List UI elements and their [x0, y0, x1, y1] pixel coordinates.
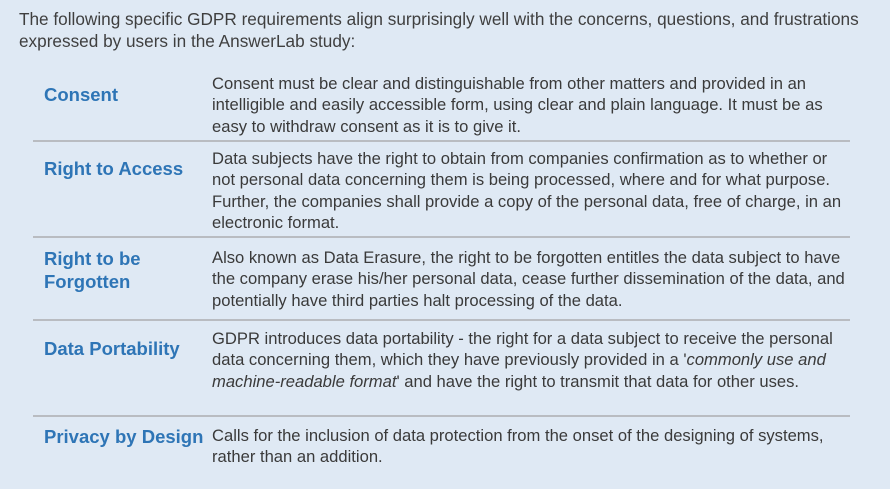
table-row	[33, 238, 850, 321]
table-row	[33, 142, 850, 238]
table-row	[33, 70, 850, 142]
requirement-description: Consent must be clear and distinguishable from other matters and provided in an intelligible and easily accessible form, using clear and plain language. It must be as easy to withdraw consent as it is to give it.	[212, 74, 823, 136]
table-row	[33, 321, 850, 417]
description-text: ' and have the right to transmit that data for other uses.	[396, 371, 800, 391]
gdpr-requirements-table	[33, 70, 850, 473]
requirement-term: Privacy by Design	[44, 426, 204, 447]
requirement-description: Also known as Data Erasure, the right to be forgotten entitles the data subject to have the company erase his/her personal data, cease further dissemination of the data, and potentially have third parties halt processing of the data.	[212, 248, 845, 310]
requirement-description	[212, 321, 850, 415]
description-text: GDPR introduces data portability - the right for a data subject to receive the personal data concerning them, which they have previously provided in a '	[212, 329, 833, 370]
requirement-term: Consent	[44, 84, 118, 105]
requirement-term: Data Portability	[44, 338, 180, 359]
requirement-description: Data subjects have the right to obtain from companies confirmation as to whether or not personal data concerning them is being processed, where and for what purpose. Further, the companies shall provide a copy of the personal data, free of charge, in an electronic format.	[212, 149, 842, 232]
description-italic-text: commonly use and machine-readable format	[212, 350, 826, 391]
table-row	[33, 417, 850, 473]
requirement-term: Right to be Forgotten	[44, 248, 141, 292]
requirement-term: Right to Access	[44, 158, 184, 179]
requirement-description: Calls for the inclusion of data protection from the onset of the designing of systems, rather than an addition.	[212, 426, 824, 467]
intro-paragraph: The following specific GDPR requirements align surprisingly well with the concerns, questions, and frustrations expressed by users in the AnswerLab study:	[19, 9, 859, 51]
